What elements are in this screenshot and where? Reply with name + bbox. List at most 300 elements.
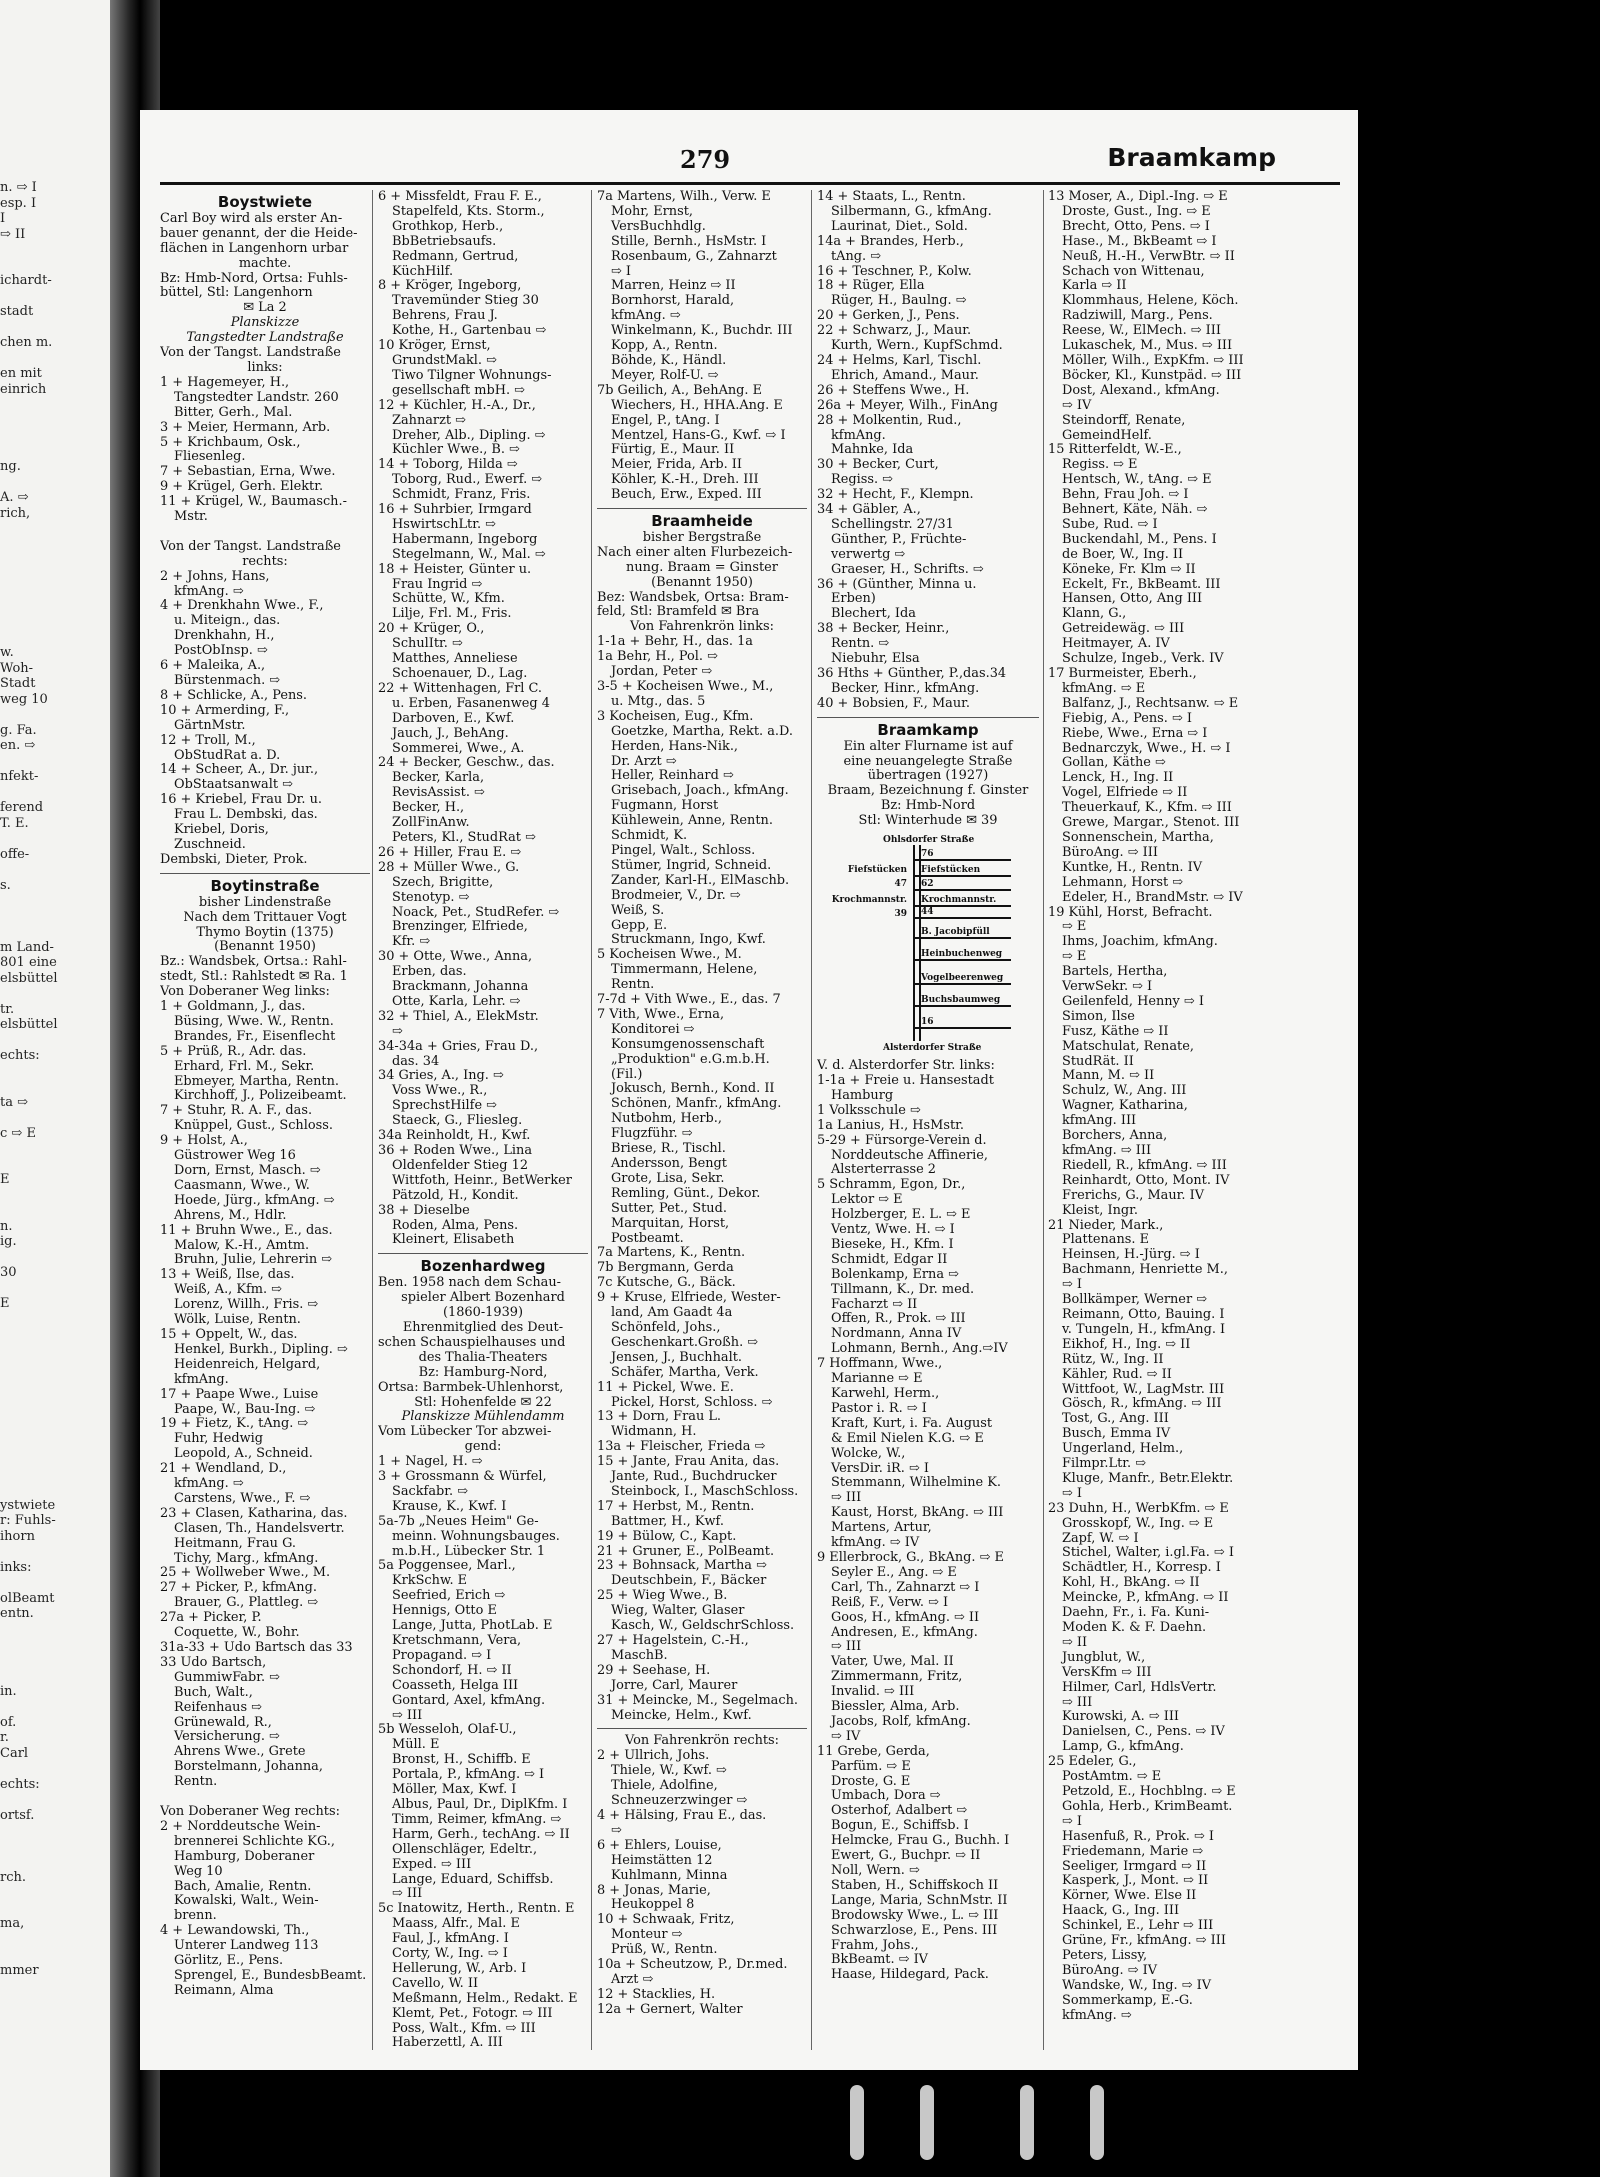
directory-entry: Bornhorst, Harald, [611,294,735,309]
map-cross-line [915,937,1011,939]
directory-entry: Wandske, W., Ing. ⇨ IV [1062,1978,1212,1993]
directory-entry: Tangstedter Landstr. 260 [174,390,339,405]
directory-entry: 16 + Kriebel, Frau Dr. u. [160,793,323,808]
directory-entry: Riebe, Wwe., Erna ⇨ I [1062,726,1208,741]
directory-entry: Vogel, Elfriede ⇨ II [1062,786,1188,801]
left-page-line [0,1823,110,1839]
directory-entry: Facharzt ⇨ II [831,1297,918,1312]
directory-entry: Cavello, W. II [392,1976,479,1991]
directory-entry: Osterhof, Adalbert ⇨ [831,1804,968,1819]
left-page-line: rch. [0,1869,26,1885]
directory-entry: Thiele, W., Kwf. ⇨ [611,1764,727,1779]
directory-entry: Jante, Rud., Buchdrucker [611,1470,777,1485]
directory-entry: kfmAng. ⇨ [174,1477,244,1492]
directory-entry: 23 Duhn, H., WerbKfm. ⇨ E [1048,1501,1229,1516]
left-page-line [0,707,110,723]
directory-entry: Weg 10 [174,1864,223,1879]
left-page-fragment [0,0,110,2177]
directory-entry: Müll. E [392,1738,440,1753]
directory-entry: StudRät. II [1062,1054,1134,1069]
directory-entry: Stenotyp. ⇨ [392,890,470,905]
left-page-line: of. [0,1714,17,1730]
directory-entry: Konditorei ⇨ [611,1022,695,1037]
directory-entry: ⇨ III [831,1491,862,1506]
directory-entry: Daehn, Fr., i. Fa. Kuni- [1062,1606,1210,1621]
directory-entry: Fliesenleg. [174,450,246,465]
directory-entry: Danielsen, C., Pens. ⇨ IV [1062,1725,1225,1740]
directory-entry: 32 + Thiel, A., ElekMstr. [378,1009,539,1024]
left-page-line: echts: [0,1776,40,1792]
directory-entry: Darboven, E., Kwf. [392,711,515,726]
directory-entry: spieler Albert Bozenhard [401,1291,565,1306]
directory-entry: GummiwFabr. ⇨ [174,1670,280,1685]
directory-entry: 8 + Schlicke, A., Pens. [160,688,307,703]
directory-entry: Kirchhoff, J., Polizeibeamt. [174,1089,347,1104]
directory-entry: 7 + Stuhr, R. A. F., das. [160,1104,313,1119]
directory-entry: Fürtig, E., Maur. II [611,443,735,458]
directory-entry: Droste, Gust., Ing. ⇨ E [1062,204,1211,219]
left-page-line [0,552,110,568]
directory-entry: Habermann, Ingeborg [392,532,538,547]
map-label: Vogelbeerenweg [921,973,1004,984]
directory-entry: Pingel, Walt., Schloss. [611,843,756,858]
directory-entry: Schütte, W., Kfm. [392,592,505,607]
directory-entry: ⇨ I [611,264,631,279]
directory-entry: 6 + Missfeldt, Frau F. E., [378,190,542,204]
directory-entry: 1a Behr, H., Pol. ⇨ [597,650,718,665]
left-page-line: m Land- [0,939,54,955]
directory-entry: Kowalski, Walt., Wein- [174,1894,319,1909]
directory-entry: 13 + Dorn, Frau L. [597,1410,722,1425]
directory-entry: Reimann, Otto, Bauing. I [1062,1307,1225,1322]
directory-entry: eine neuangelegte Straße [843,754,1013,769]
directory-entry: kfmAng. III [1062,1114,1137,1129]
left-page-line [0,1405,110,1421]
directory-entry: Seefried, Erich ⇨ [392,1589,506,1604]
left-page-line [0,1668,110,1684]
binding-mark [850,2085,864,2160]
directory-entry: Von Doberaner Weg rechts: [160,1804,340,1819]
directory-entry: 23 + Bohnsack, Martha ⇨ [597,1559,767,1574]
directory-entry: Lange, Maria, SchnMstr. II [831,1893,1008,1908]
directory-entry: Rosenbaum, G., Zahnarzt [611,249,777,264]
directory-entry: machte. [238,256,292,271]
directory-entry: Heinsen, H.-Jürg. ⇨ I [1062,1248,1200,1263]
directory-entry: Buckendahl, M., Pens. I [1062,532,1217,547]
directory-entry: Martens, Artur, [831,1521,932,1536]
directory-entry: Szech, Brigitte, [392,875,494,890]
directory-entry: Bz.: Wandsbek, Ortsa.: Rahl- [160,955,347,970]
map-label: 47 [894,879,907,890]
directory-entry: 5 + Prüß, R., Adr. das. [160,1044,307,1059]
directory-entry: 1-1a + Behr, H., das. 1a [597,635,753,650]
directory-entry: Friedemann, Marie ⇨ [1062,1844,1204,1859]
directory-entry: 11 + Pickel, Wwe. E. [597,1380,734,1395]
left-page-line [0,1281,110,1297]
map-cross-line [915,1027,1011,1029]
directory-entry: 25 + Wollweber Wwe., M. [160,1566,331,1581]
directory-entry: 40 + Bobsien, F., Maur. [817,696,971,711]
left-page-line [0,986,110,1002]
directory-entry: BüroAng. ⇨ IV [1062,1963,1158,1978]
directory-entry: GemeindHelf. [1062,428,1152,443]
directory-entry: Mstr. [174,510,208,525]
left-page-text [0,180,110,1978]
directory-entry: kfmAng. [174,1372,229,1387]
directory-entry: Jorre, Carl, Maurer [611,1678,738,1693]
directory-entry: Reimann, Alma [174,1983,274,1998]
directory-entry: 34 + Gäbler, A., [817,503,921,518]
directory-entry: Noack, Pet., StudRefer. ⇨ [392,905,560,920]
map-cross-line [915,983,1011,985]
directory-entry: Ortsa: Barmbek-Uhlenhorst, [378,1380,564,1395]
directory-entry: Poss, Walt., Kfm. ⇨ III [392,2021,536,2036]
directory-entry: 20 + Gerken, J., Pens. [817,309,960,324]
directory-entry: ZollFinAnw. [392,816,470,831]
directory-entry: Kasperk, J., Mont. ⇨ II [1062,1874,1209,1889]
left-page-line: T. E. [0,815,29,831]
directory-entry: links: [247,360,283,375]
map-cross-line [915,1005,1011,1007]
directory-entry: Balfanz, J., Rechtsanw. ⇨ E [1062,696,1239,711]
directory-entry: ⇨ III [831,1640,862,1655]
directory-entry: Zander, Karl-H., ElMaschb. [611,873,790,888]
directory-entry: VersKfm ⇨ III [1062,1665,1152,1680]
directory-entry: Gohla, Herb., KrimBeamt. [1062,1799,1233,1814]
directory-entry: 19 Kühl, Horst, Befracht. [1048,905,1213,920]
directory-entry: Reifenhaus ⇨ [174,1700,262,1715]
directory-entry: 3 Kocheisen, Eug., Kfm. [597,709,754,724]
directory-entry: Jacobs, Rolf, kfmAng. [831,1714,971,1729]
directory-entry: Fuhr, Hedwig [174,1432,264,1447]
left-page-line: elsbüttel [0,970,58,986]
directory-entry: Erben, das. [392,965,467,980]
directory-entry: Oldenfelder Stieg 12 [392,1158,529,1173]
directory-entry: Schädtler, H., Korresp. I [1062,1561,1221,1576]
binding-mark [1090,2085,1104,2160]
directory-entry: gend: [464,1440,502,1455]
left-page-line [0,1250,110,1266]
left-page-line: esp. I [0,195,37,211]
directory-entry: KüchHilf. [392,264,454,279]
directory-entry: Matthes, Anneliese [392,652,518,667]
directory-entry: Bachmann, Henriette M., [1062,1263,1228,1278]
directory-entry: SchulItr. ⇨ [392,637,463,652]
left-page-line [0,1467,110,1483]
directory-entry: Lohmann, Bernh., Ang.⇨IV [831,1342,1008,1357]
section-divider [817,717,1039,718]
directory-entry: Regiss. ⇨ E [1062,458,1138,473]
directory-entry: Fusz, Käthe ⇨ II [1062,1024,1169,1039]
directory-entry: Kluge, Manfr., Betr.Elektr. [1062,1471,1234,1486]
left-page-line: c ⇨ E [0,1125,36,1141]
directory-entry: Andersson, Bengt [611,1157,727,1171]
directory-entry: Graeser, H., Schrifts. ⇨ [831,562,984,577]
directory-entry: Ewert, G., Buchpr. ⇨ II [831,1849,981,1864]
directory-entry: 13 Moser, A., Dipl.-Ing. ⇨ E [1048,190,1228,204]
directory-entry: Stegelmann, W., Mal. ⇨ [392,547,546,562]
directory-entry: Wieg, Walter, Glaser [611,1604,745,1619]
left-page-line: I [0,211,6,226]
directory-entry: Bitter, Gerh., Mal. [174,405,293,420]
directory-entry: RevisAssist. ⇨ [392,786,485,801]
directory-entry: feld, Stl: Bramfeld ✉ Bra [597,605,760,620]
directory-entry: Tillmann, K., Dr. med. [831,1282,975,1297]
left-page-line: in. [0,1683,17,1699]
directory-entry: Pastor i. R. ⇨ I [831,1401,927,1416]
directory-entry: 3 + Grossmann & Würfel, [378,1470,547,1485]
directory-entry: Rütz, W., Ing. II [1062,1352,1164,1367]
directory-entry: 38 + Dieselbe [378,1203,470,1218]
directory-entry: 9 + Kruse, Elfriede, Wester- [597,1291,781,1306]
directory-entry: Schach von Wittenau, [1062,264,1205,279]
directory-entry: kfmAng. ⇨ E [1062,681,1146,696]
left-page-line: Carl [0,1745,29,1761]
directory-entry: 2 + Ullrich, Johs. [597,1749,710,1764]
directory-entry: 17 Burmeister, Eberh., [1048,667,1197,681]
street-heading: Bozenhardweg [420,1259,546,1275]
directory-entry: (Benannt 1950) [651,575,753,590]
directory-entry: Noll, Wern. ⇨ [831,1864,920,1878]
directory-entry: Reiß, F., Verw. ⇨ I [831,1595,949,1610]
directory-entry: Paape, W., Bau-Ing. ⇨ [174,1402,316,1417]
left-page-line [0,893,110,909]
directory-entry: Mohr, Ernst, [611,204,693,219]
directory-entry: Güstrower Weg 16 [174,1149,296,1164]
directory-entry: ⇨ [392,1024,403,1039]
directory-entry: Beuch, Erw., Exped. III [611,488,762,503]
directory-entry: Grünewald, R., [174,1715,272,1730]
directory-entry: Versicherung. ⇨ [174,1730,280,1745]
directory-entry: 4 + Lewandowski, Th., [160,1924,310,1939]
directory-entry [160,1790,370,1805]
directory-entry: Kohl, H., BkAng. ⇨ II [1062,1576,1200,1591]
directory-entry: Thymo Boytin (1375) [196,925,334,940]
left-page-line [0,1839,110,1855]
map-label: 76 [921,849,934,860]
directory-entry: 7c Kutsche, G., Bäck. [597,1276,736,1291]
directory-entry: Tost, G., Ang. III [1062,1412,1169,1427]
left-page-line [0,785,110,801]
directory-entry: Bartels, Hertha, [1062,965,1168,980]
directory-entry: BkBeamt. ⇨ IV [831,1953,928,1968]
directory-entry: Sonnenschein, Martha, [1062,830,1214,845]
directory-entry: 34a Reinholdt, H., Kwf. [378,1129,531,1144]
directory-entry: Marren, Heinz ⇨ II [611,279,736,294]
directory-entry: 24 + Helms, Karl, Tischl. [817,353,982,368]
directory-entry: Bruhn, Julie, Lehrerin ⇨ [174,1253,333,1268]
directory-entry: Drenkhahn, H., [174,629,275,644]
directory-entry: Gontard, Axel, kfmAng. [392,1693,546,1708]
left-page-line: tr. [0,1001,15,1017]
directory-entry: 5b Wesseloh, Olaf-U., [378,1723,517,1738]
directory-entry: Heitmayer, A. IV [1062,637,1170,652]
directory-entry: ⇨ E [1062,920,1087,935]
directory-entry: Ein alter Flurname ist auf [843,739,1013,754]
directory-entry: Faul, J., kfmAng. I [392,1932,509,1947]
directory-entry: Meier, Frida, Arb. II [611,458,742,473]
column-2 [378,190,588,2050]
directory-entry: Hasenfuß, R., Prok. ⇨ I [1062,1829,1214,1844]
directory-entry: 34-34a + Gries, Frau D., [378,1039,539,1054]
directory-entry: Schoenauer, D., Lag. [392,667,528,681]
directory-entry: Exped. ⇨ III [392,1857,472,1872]
directory-entry: Ungerland, Helm., [1062,1442,1184,1457]
directory-entry: Busch, Emma IV [1062,1427,1171,1442]
directory-entry: Klemt, Pet., Fotogr. ⇨ III [392,2006,553,2021]
directory-entry: Portala, P., kfmAng. ⇨ I [392,1768,545,1783]
left-page-line: r. [0,1730,9,1745]
directory-entry: Lange, Jutta, PhotLab. E [392,1619,553,1634]
left-page-line [0,1188,110,1204]
directory-entry: 23 + Clasen, Katharina, das. [160,1506,348,1521]
directory-entry: Dreher, Alb., Dipling. ⇨ [392,428,546,443]
directory-entry: Biessler, Alma, Arb. [831,1700,960,1715]
directory-entry: Jauch, J., BehAng. [392,726,509,741]
directory-entry: 11 Grebe, Gerda, [817,1744,930,1759]
directory-entry: Frerichs, G., Maur. IV [1062,1188,1205,1203]
left-page-line [0,1312,110,1328]
directory-entry: Henkel, Burkh., Dipling. ⇨ [174,1342,348,1357]
directory-entry: Laurinat, Diet., Sold. [831,219,968,234]
directory-entry: VersBuchhdlg. [611,219,706,234]
directory-entry: Becker, H., [392,801,465,816]
left-page-line: ng. [0,459,21,474]
directory-entry: Peters, Lissy, [1062,1948,1148,1963]
directory-entry: 17 + Paape Wwe., Luise [160,1387,319,1402]
directory-entry: 3 + Meier, Hermann, Arb. [160,420,331,435]
left-page-line [0,289,110,305]
directory-entry: Brodmeier, V., Dr. ⇨ [611,888,741,903]
page-number: 279 [680,145,731,174]
directory-entry: ObStaatsanwalt ⇨ [174,778,293,793]
map-label: 16 [921,1017,934,1028]
directory-entry: 11 + Krügel, W., Baumasch.- [160,495,347,510]
directory-entry: 13a + Fleischer, Frieda ⇨ [597,1440,766,1455]
directory-entry: 22 + Wittenhagen, Frl C. [378,681,543,696]
directory-entry: Von Doberaner Weg links: [160,985,330,1000]
directory-entry: 9 + Holst, A., [160,1134,248,1149]
directory-entry: Andresen, E., kfmAng. [831,1625,978,1640]
directory-entry: Kraft, Kurt, i. Fa. August [831,1416,993,1431]
directory-entry: brenn. [174,1909,217,1924]
directory-entry: kfmAng. [831,428,886,443]
left-page-line: E [0,1296,10,1311]
directory-entry: Bieseke, H., Kfm. I [831,1237,954,1252]
directory-entry: Radziwill, Marg., Pens. [1062,309,1213,324]
directory-entry: Küchler Wwe., B. ⇨ [392,443,520,458]
left-page-line: en. ⇨ [0,738,36,753]
directory-entry: 27 + Picker, P., kfmAng. [160,1581,317,1596]
directory-entry: Kaust, Horst, BkAng. ⇨ III [831,1506,1004,1521]
directory-entry: Von der Tangst. Landstraße [160,539,341,554]
left-page-line [0,351,110,367]
map-label: 44 [921,907,934,918]
directory-entry: Weiß, S. [611,903,665,918]
column-4 [817,190,1039,2050]
left-page-line: Stadt [0,676,36,691]
directory-entry: tAng. ⇨ [831,249,882,264]
left-page-line [0,583,110,599]
map-cross-line [915,917,1011,919]
directory-entry: 15 + Jante, Frau Anita, das. [597,1455,780,1470]
left-page-line [0,1327,110,1343]
left-page-line [0,397,110,413]
directory-entry: Karwehl, Herm., [831,1387,940,1401]
directory-entry: de Boer, W., Ing. II [1062,547,1184,562]
directory-entry: Engel, P., tAng. I [611,413,720,428]
directory-entry: Getreidewäg. ⇨ III [1062,622,1185,637]
directory-entry: 9 Ellerbrock, G., BkAng. ⇨ E [817,1550,1004,1565]
directory-entry: 1 + Nagel, H. ⇨ [378,1455,483,1470]
directory-entry: Simon, Ilse [1062,1009,1135,1024]
directory-entry: 16 + Teschner, P., Kolw. [817,264,972,279]
left-page-line: A. ⇨ [0,490,29,505]
directory-entry: Winkelmann, K., Buchdr. III [611,324,793,339]
left-page-line [0,599,110,615]
section-divider [378,1253,588,1254]
directory-entry: Stl: Winterhude ✉ 39 [858,814,998,829]
directory-entry: SprechstHilfe ⇨ [392,1099,497,1114]
column-divider [1043,190,1044,2050]
directory-entry: Postbeamt. [611,1231,684,1246]
directory-entry: 2 + Johns, Hans, [160,569,270,584]
directory-entry: Helmcke, Frau G., Buchh. I [831,1834,1010,1849]
map-cross-line [915,889,1011,891]
directory-entry: Schmidt, Edgar II [831,1252,948,1267]
directory-entry: 4 + Hälsing, Frau E., das. [597,1808,767,1823]
directory-entry: 6 + Maleika, A., [160,659,266,674]
left-page-line [0,1141,110,1157]
left-page-line [0,1110,110,1126]
left-page-line [0,1761,110,1777]
directory-entry: Clasen, Th., Handelsvertr. [174,1521,345,1536]
directory-entry: Dost, Alexand., kfmAng. [1062,383,1220,398]
directory-entry: Kretschmann, Vera, [392,1634,522,1648]
directory-entry: Tiwo Tilgner Wohnungs- [392,368,552,383]
directory-entry: Brandes, Fr., Eisenflecht [174,1029,336,1044]
directory-entry: Sackfabr. ⇨ [392,1484,468,1499]
directory-entry: Sprengel, E., BundesbBeamt. [174,1968,367,1983]
directory-entry: GrundstMakl. ⇨ [392,353,497,368]
directory-entry: Borchers, Anna, [1062,1129,1168,1144]
directory-entry: Umbach, Dora ⇨ [831,1789,941,1804]
left-page-line [0,242,110,258]
directory-entry: 12 + Küchler, H.-A., Dr., [378,398,536,413]
directory-entry: Battmer, H., Kwf. [611,1514,724,1529]
directory-entry: 1a Lanius, H., HsMstr. [817,1118,964,1133]
directory-entry: Pätzold, H., Kondit. [392,1188,519,1203]
directory-entry: 5-29 + Fürsorge-Verein d. [817,1133,987,1148]
directory-entry: Jensen, J., Buchhalt. [611,1350,742,1365]
section-divider [597,1728,807,1729]
directory-entry: Corty, W., Ing. ⇨ I [392,1947,508,1962]
directory-entry: Theuerkauf, K., Kfm. ⇨ III [1062,801,1232,816]
directory-entry: Widmann, H. [611,1425,697,1440]
directory-entry: HswirtschLtr. ⇨ [392,517,496,532]
directory-entry: MaschB. [611,1648,668,1663]
directory-entry: Wittfoot, W., LagMstr. III [1062,1382,1225,1397]
directory-entry: Meßmann, Helm., Redakt. E [392,1991,578,2006]
directory-entry: u. Miteign., das. [174,614,281,629]
directory-entry: 21 Nieder, Mark., [1048,1218,1164,1233]
directory-entry: v. Tungeln, H., kfmAng. I [1062,1322,1226,1337]
left-page-line: echts: [0,1048,40,1063]
directory-entry: 19 + Fietz, K., tAng. ⇨ [160,1417,309,1432]
directory-entry: Dorn, Ernst, Masch. ⇨ [174,1164,321,1178]
directory-entry: Monteur ⇨ [611,1928,683,1943]
directory-entry: GärtnMstr. [174,718,246,733]
